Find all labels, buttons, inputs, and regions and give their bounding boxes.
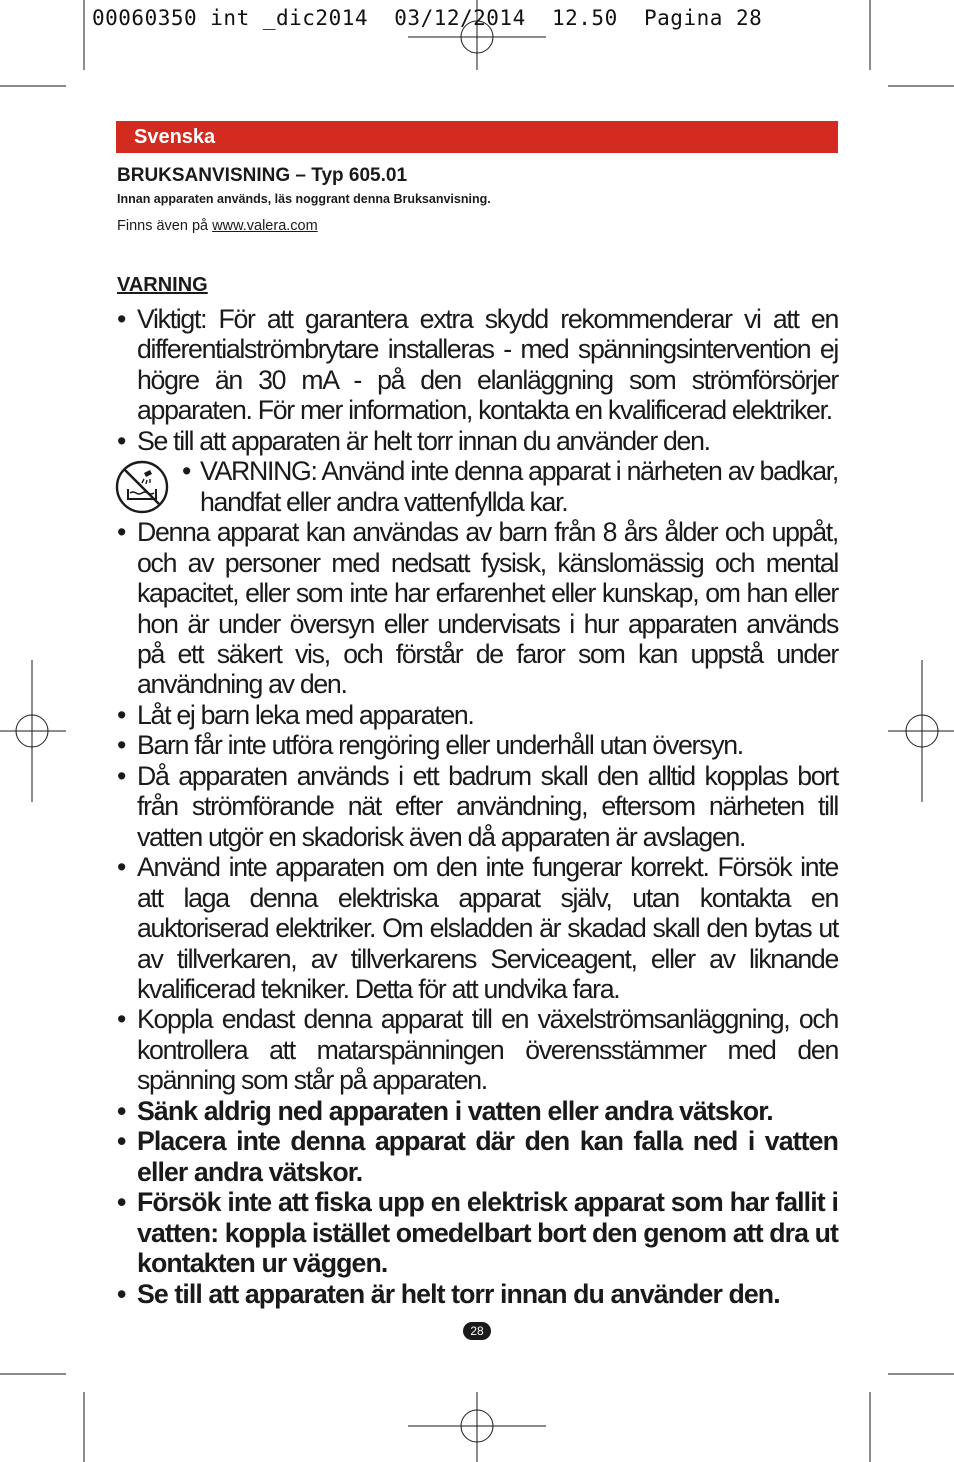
warning-item bbox=[116, 1126, 838, 1187]
website-link[interactable]: www.valera.com bbox=[212, 218, 318, 234]
warning-item-text: Viktigt: För att garantera extra skydd rekommenderar vi att en differentialströmbrytare installeras - med spänningsintervention ej högre än 30 mA - på den elanläggning som strömförsörjer apparaten. För mer information, kontakta en kvalificerad elektriker. bbox=[137, 304, 838, 426]
bullet: • bbox=[117, 425, 126, 456]
no-water-bath-icon bbox=[114, 459, 170, 515]
bullet: • bbox=[117, 730, 126, 761]
document-title: BRUKSANVISNING – Typ 605.01 bbox=[117, 165, 408, 186]
warning-item-text: Barn får inte utföra rengöring eller underhåll utan översyn. bbox=[137, 730, 743, 761]
warning-item bbox=[116, 1096, 838, 1126]
warning-item-text: Sänk aldrig ned apparaten i vatten eller andra vätskor. bbox=[137, 1095, 773, 1126]
also-available bbox=[117, 218, 318, 234]
bullet: • bbox=[117, 852, 126, 883]
also-available-prefix: Finns även på bbox=[117, 218, 213, 234]
warning-item-text: Låt ej barn leka med apparaten. bbox=[137, 699, 474, 730]
bullet: • bbox=[117, 1187, 126, 1218]
language-label: Svenska bbox=[134, 126, 216, 148]
bullet: • bbox=[117, 760, 126, 791]
warning-item bbox=[116, 1279, 838, 1309]
bullet: • bbox=[117, 699, 126, 730]
warning-item-text: Försök inte att fiska upp en elektrisk apparat som har fallit i vatten: koppla istället omedelbart bort den genom att dra ut kontakten ur väggen. bbox=[137, 1187, 838, 1279]
bullet: • bbox=[117, 1095, 126, 1126]
warning-item-text: Använd inte apparaten om den inte fungerar korrekt. Försök inte att laga denna elektriska apparat själv, utan kontakta en auktoriserad elektriker. Om elsladden är skadad skall den bytas ut av tillverkaren, av tillverkarens Serviceagent, eller av liknande kvalificerad tekniker. Detta för att undvika fara. bbox=[137, 852, 838, 1004]
warning-item-text: Se till att apparaten är helt torr innan du använder den. bbox=[137, 1278, 780, 1309]
warning-item-text: VARNING: Använd inte denna apparat i närheten av badkar, handfat eller andra vattenfyllda kar. bbox=[200, 456, 838, 517]
warning-item bbox=[116, 1004, 838, 1095]
warning-item-text: Se till att apparaten är helt torr innan du använder den. bbox=[137, 425, 710, 456]
bullet: • bbox=[182, 456, 191, 487]
warning-item bbox=[116, 456, 838, 517]
bullet: • bbox=[117, 1126, 126, 1157]
warning-item bbox=[116, 700, 838, 730]
bullet: • bbox=[117, 1004, 126, 1035]
warning-item-text: Placera inte denna apparat där den kan falla ned i vatten eller andra vätskor. bbox=[137, 1126, 838, 1187]
warning-item bbox=[116, 1187, 838, 1278]
warning-item bbox=[116, 761, 838, 852]
warning-item bbox=[116, 304, 838, 426]
page-number: 28 bbox=[463, 1322, 491, 1340]
bullet: • bbox=[117, 517, 126, 548]
warning-item-text: Denna apparat kan användas av barn från 8 års ålder och uppåt, och av personer med nedsatt fysisk, känslomässig och mental kapacitet, eller som inte har erfarenhet eller kunskap, om han eller hon är under översyn eller undervisats i hur apparaten används på ett säkert vis, och förstår de faror som kan uppstå under användning av den. bbox=[137, 517, 838, 700]
warning-list bbox=[116, 304, 838, 1309]
warning-item bbox=[116, 852, 838, 1004]
intro-text: Innan apparaten används, läs noggrant denna Bruksanvisning. bbox=[117, 192, 491, 206]
warning-item bbox=[116, 730, 838, 760]
warning-heading: VARNING bbox=[117, 274, 208, 296]
bullet: • bbox=[117, 304, 126, 334]
print-slug: 00060350 int _dic2014 03/12/2014 12.50 Pagina 28 bbox=[92, 6, 763, 30]
warning-item bbox=[116, 426, 838, 456]
bullet: • bbox=[117, 1278, 126, 1309]
language-bar bbox=[116, 121, 838, 153]
warning-item bbox=[116, 517, 838, 700]
warning-item-text: Koppla endast denna apparat till en växelströmsanläggning, och kontrollera att matarspänningen överensstämmer med den spänning som står på apparaten. bbox=[137, 1004, 838, 1096]
warning-item-text: Då apparaten används i ett badrum skall den alltid kopplas bort från strömförande nät efter användning, eftersom närheten till vatten utgör en skadorisk även då apparaten är avslagen. bbox=[137, 760, 838, 852]
